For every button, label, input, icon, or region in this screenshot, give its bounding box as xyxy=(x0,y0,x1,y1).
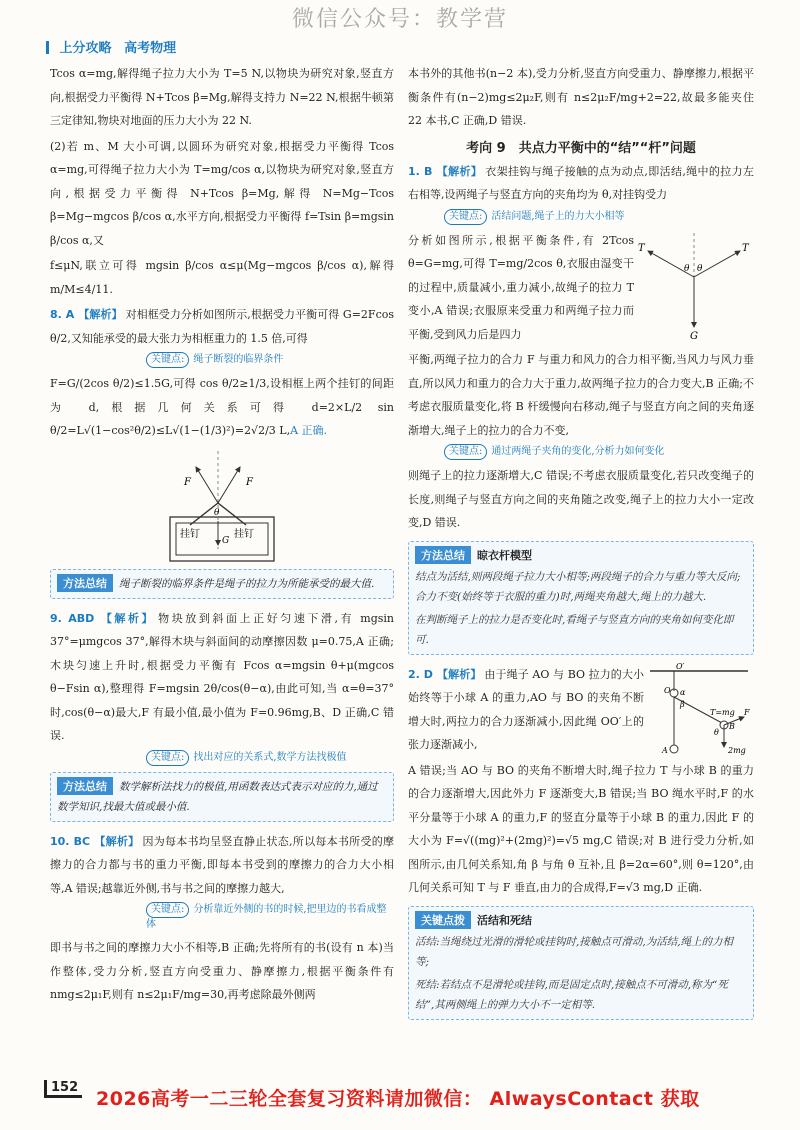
box-line-2: 在判断绳子上的拉力是否变化时,看绳子与竖直方向的夹角如何变化即可. xyxy=(415,613,734,646)
analysis-label: 【解析】 xyxy=(436,667,482,681)
answer-r1-cont-3: 则绳子上的拉力逐渐增大,C 错误;不考虑衣服质量变化,若只改变绳子的长度,则绳子与竖直方向之间的夹角随之改变,绳子上的拉力大小一定改变,D 错误. xyxy=(408,469,754,529)
box-title: 方法总结 xyxy=(415,546,471,564)
box-title: 方法总结 xyxy=(57,574,113,592)
analysis-label: 【解析】 xyxy=(98,611,156,625)
para-right-continued: 本书外的其他书(n−2 本),受力分析,竖直方向受重力、静摩擦力,根据平衡条件有(n−2)mg≤2μ₂F,则有 n≤2μ₂F/mg+2=22,故最多能夹住 22 本书,C 正确,D 错误. xyxy=(408,67,754,127)
left-column xyxy=(50,62,394,1009)
label-T: T=mg xyxy=(710,707,735,717)
box-title: 关键点拨 xyxy=(415,911,471,929)
box-title: 方法总结 xyxy=(57,777,113,795)
label-G: G xyxy=(690,330,698,341)
label-A: A xyxy=(662,745,668,755)
label-nail-right: 挂钉 xyxy=(234,528,254,540)
answer-r1-text: 衣架挂钩与绳子接触的点为动点,即活结,绳中的拉力左右相等,设两绳子与竖直方向的夹角均为 θ,对挂钩受力 xyxy=(408,164,755,201)
method-summary-box-1 xyxy=(50,569,394,599)
key-point-text: 找出对应的关系式,数学方法找极值 xyxy=(193,751,347,763)
key-tip-box xyxy=(408,906,754,1020)
label-theta: θ xyxy=(714,727,719,737)
frame-force-diagram xyxy=(50,445,394,563)
answer-10 xyxy=(50,830,394,901)
label-G: G xyxy=(222,535,230,546)
page-number: 152 xyxy=(44,1080,82,1098)
analysis-label: 【解析】 xyxy=(78,308,123,321)
box-subtitle: 活结和死结 xyxy=(477,913,532,927)
label-theta-left: θ xyxy=(684,263,690,274)
method-summary-box-3 xyxy=(408,541,754,655)
watermark-text: 微信公众号：教学营 xyxy=(291,7,508,32)
answer-9 xyxy=(50,607,394,748)
label-F: F xyxy=(744,707,750,717)
answer-9-text: 物块放到斜面上正好匀速下滑,有 mgsin 37°=μmgcos 37°,解得木块与斜面间的动摩擦因数 μ=0.75,A 正确;木块匀速上升时,根据受力平衡有 Fcos α=mgsin θ+μ(mgcos θ−Fsin α),整理得 F=mgsin 2θ/cos(θ−α),由此可知,当 α=θ=37°时,cos(θ−α)最大,F 有最小值,最小值为 F=0.96mg,B、D 正确,C 错误. xyxy=(50,611,394,742)
label-F-left: F xyxy=(184,476,191,488)
pulley-force-diagram xyxy=(644,663,754,755)
answer-r1-number: 1. B xyxy=(408,164,433,178)
key-point-tag: 关键点: xyxy=(146,352,189,368)
footer-banner: 2026高考一二三轮全套复习资料请加微信： AlwaysContact 获取 xyxy=(96,1088,700,1110)
rope-right xyxy=(218,503,246,525)
box-subtitle: 晾衣杆模型 xyxy=(477,548,532,562)
key-point-r1 xyxy=(408,209,754,225)
label-nail-left: 挂钉 xyxy=(180,528,200,540)
section-title: 考向 9 共点力平衡中的“结”“杆”问题 xyxy=(466,140,696,156)
answer-8-text-2: F=G/(2cos θ/2)≤1.5G,可得 cos θ/2≥1/3,设相框上两个挂钉的间距为 d,根据几何关系可得 d=2×L/2 sin θ/2=L√(1−cos²θ/2)≤L√(1−(1/3)²)=2√2/3 L, xyxy=(50,377,394,437)
answer-r2-number: 2. D xyxy=(408,667,433,681)
answer-8-cont xyxy=(50,372,394,443)
force-arrow-left xyxy=(196,467,218,503)
header-subject: 高考物理 xyxy=(124,41,177,56)
para-continued-1: Tcos α=mg,解得绳子拉力大小为 T=5 N,以物块为研究对象,竖直方向,根据受力平衡得 N+Tcos β=Mg,解得支持力 N=22 N,根据牛顿第三定律知,物块对地面的压力大小为 22 N. xyxy=(50,67,394,127)
answer-8-number: 8. A xyxy=(50,308,75,321)
answer-r1-cont: 分析如图所示,根据平衡条件,有 2Tcos θ=G=mg,可得 T=mg/2cos θ,衣服由湿变干的过程中,质量减小,重力减小,故绳子的拉力 T 变小,A 错误;衣服原来受重力和两绳子拉力而平衡,受到风力后是四力 xyxy=(408,233,634,341)
answer-9-number: 9. ABD xyxy=(50,611,95,625)
label-alpha: α xyxy=(680,687,686,697)
key-point-9 xyxy=(50,750,394,766)
key-point-10 xyxy=(50,902,394,932)
label-F-right: F xyxy=(246,476,253,488)
key-point-tag: 关键点: xyxy=(444,444,487,460)
answer-10-number: 10. BC xyxy=(50,834,91,848)
key-point-r1b xyxy=(408,444,754,460)
answer-r1-cont-2: 平衡,两绳子拉力的合力 F 与重力和风力的合力相平衡,当风力与风力垂直,所以风力和重力的合力大于重力,故两绳子拉力的合力变大,B 正确;不考虑衣服质量变化,将 B 杆缓慢向右移动,绳子与竖直方向之间的夹角逐渐增大,绳子上的拉力的合力不变, xyxy=(408,353,754,437)
page-header xyxy=(46,37,176,56)
answer-r1 xyxy=(408,160,754,207)
hanger-force-diagram xyxy=(634,229,754,341)
label-O-prime: O′ xyxy=(676,662,685,671)
key-point-tag: 关键点: xyxy=(146,750,189,766)
ball-A xyxy=(670,745,678,753)
header-section: 上分攻略 xyxy=(59,41,112,56)
label-T-right: T xyxy=(742,242,749,254)
label-theta: θ xyxy=(214,507,220,518)
label-beta: β xyxy=(680,699,685,709)
box-text: 数学解析法找力的极值,用函数表达式表示对应的力,通过数学知识,找最大值或最小值. xyxy=(57,780,378,813)
label-O: O xyxy=(664,685,671,695)
key-point-text: 活结问题,绳子上的力大小相等 xyxy=(491,210,625,222)
key-point-tag: 关键点: xyxy=(444,209,487,225)
force-arrow-right xyxy=(218,467,240,503)
answer-r2-cont: A 错误;当 AO 与 BO 的夹角不断增大时,绳子拉力 T 与小球 B 的重力的合力逐渐增大,因此外力 F 逐渐变大,B 错误;当 BO 绳水平时,F 的水平分量等于小球 A 的重力,F 的竖直分量等于小球 B 的重力,因此 F 的大小为 F=√((mg)²+(2mg)²)=√5 mg,C 错误;对 B 进行受力分析,如图所示,由几何关系知,角 β 与角 θ 互补,且 β=2α=60°,则 θ=120°,由几何关系可知 T 与 F 垂直,由力的合成得,F=√3 mg,D 正确. xyxy=(408,763,754,894)
label-B: B xyxy=(729,721,735,731)
right-column xyxy=(408,62,754,1028)
key-point-text: 分析靠近外侧的书的时候,把里边的书看成整体 xyxy=(146,904,387,930)
answer-8-text: 对相框受力分析如图所示,根据受力平衡可得 G=2Fcos θ/2,又知能承受的最大张力为相框重力的 1.5 倍,可得 xyxy=(50,308,394,345)
key-point-tag: 关键点: xyxy=(146,902,189,918)
box-line-2: 死结:若结点不是滑轮或挂钩,而是固定点时,接触点不可滑动,称为“死结”,其两侧绳上的弹力大小不一定相等. xyxy=(415,978,728,1011)
label-theta-right: θ xyxy=(697,263,703,274)
analysis-label: 【解析】 xyxy=(94,834,140,848)
answer-10-cont: 即书与书之间的摩擦力大小不相等,B 正确;先将所有的书(设有 n 本)当作整体,受力分析,竖直方向受重力、静摩擦力,根据平衡条件有 nmg≤2μ₁F,则有 n≤2μ₁F/mg=30,再考虑除最外侧两 xyxy=(50,941,394,1001)
para-continued-3: f≤μN,联立可得 mgsin β/cos α≤μ(Mg−mgcos β/cos α),解得 m/M≤4/11. xyxy=(50,259,394,296)
answer-r2-text: 由于绳子 AO 与 BO 拉力的大小始终等于小球 A 的重力,AO 与 BO 的夹角不断增大时,两拉力的合力逐渐减小,因此绳 OO′上的张力逐渐减小, xyxy=(408,667,645,751)
analysis-label: 【解析】 xyxy=(436,164,483,178)
key-point-8 xyxy=(50,352,394,368)
label-T-left: T xyxy=(638,242,645,254)
box-line-1: 活结:当绳绕过光滑的滑轮或挂钩时,接触点可滑动,为活结,绳上的力相等; xyxy=(415,935,734,968)
box-text: 绳子断裂的临界条件是绳子的拉力为所能承受的最大值. xyxy=(119,577,375,590)
box-line-1: 结点为活结,则两段绳子拉力大小相等;两段绳子的合力与重力等大反向;合力不变(始终等于衣服的重力)时,两绳夹角越大,绳上的力越大. xyxy=(415,570,741,603)
answer-8 xyxy=(50,303,394,350)
method-summary-box-2 xyxy=(50,772,394,822)
label-2mg: 2mg xyxy=(728,745,746,755)
key-point-text: 绳子断裂的临界条件 xyxy=(193,354,284,365)
answer-10-text: 因为每本书均呈竖直静止状态,所以每本书所受的摩擦力的合力都与书的重力平衡,即每本书受到的摩擦力的合力大小相等,A 错误;越靠近外侧,书与书之间的摩擦力越大, xyxy=(50,834,395,895)
answer-8-verdict: A 正确. xyxy=(290,424,328,437)
para-continued-2: (2)若 m、M 大小可调,以圆环为研究对象,根据受力平衡得 Tcos α=mg,可得绳子拉力大小为 T=mg/cos α,以物块为研究对象,竖直方向,根据受力平衡得 N+Tcos β=Mg,解得 N=Mg−Tcos β=Mg−mgcos β/cos α,水平方向,根据受力平衡得 f=Tsin β=mgsin β/cos α,又 xyxy=(50,139,394,247)
key-point-text: 通过两绳子夹角的变化,分析力如何变化 xyxy=(491,446,665,457)
